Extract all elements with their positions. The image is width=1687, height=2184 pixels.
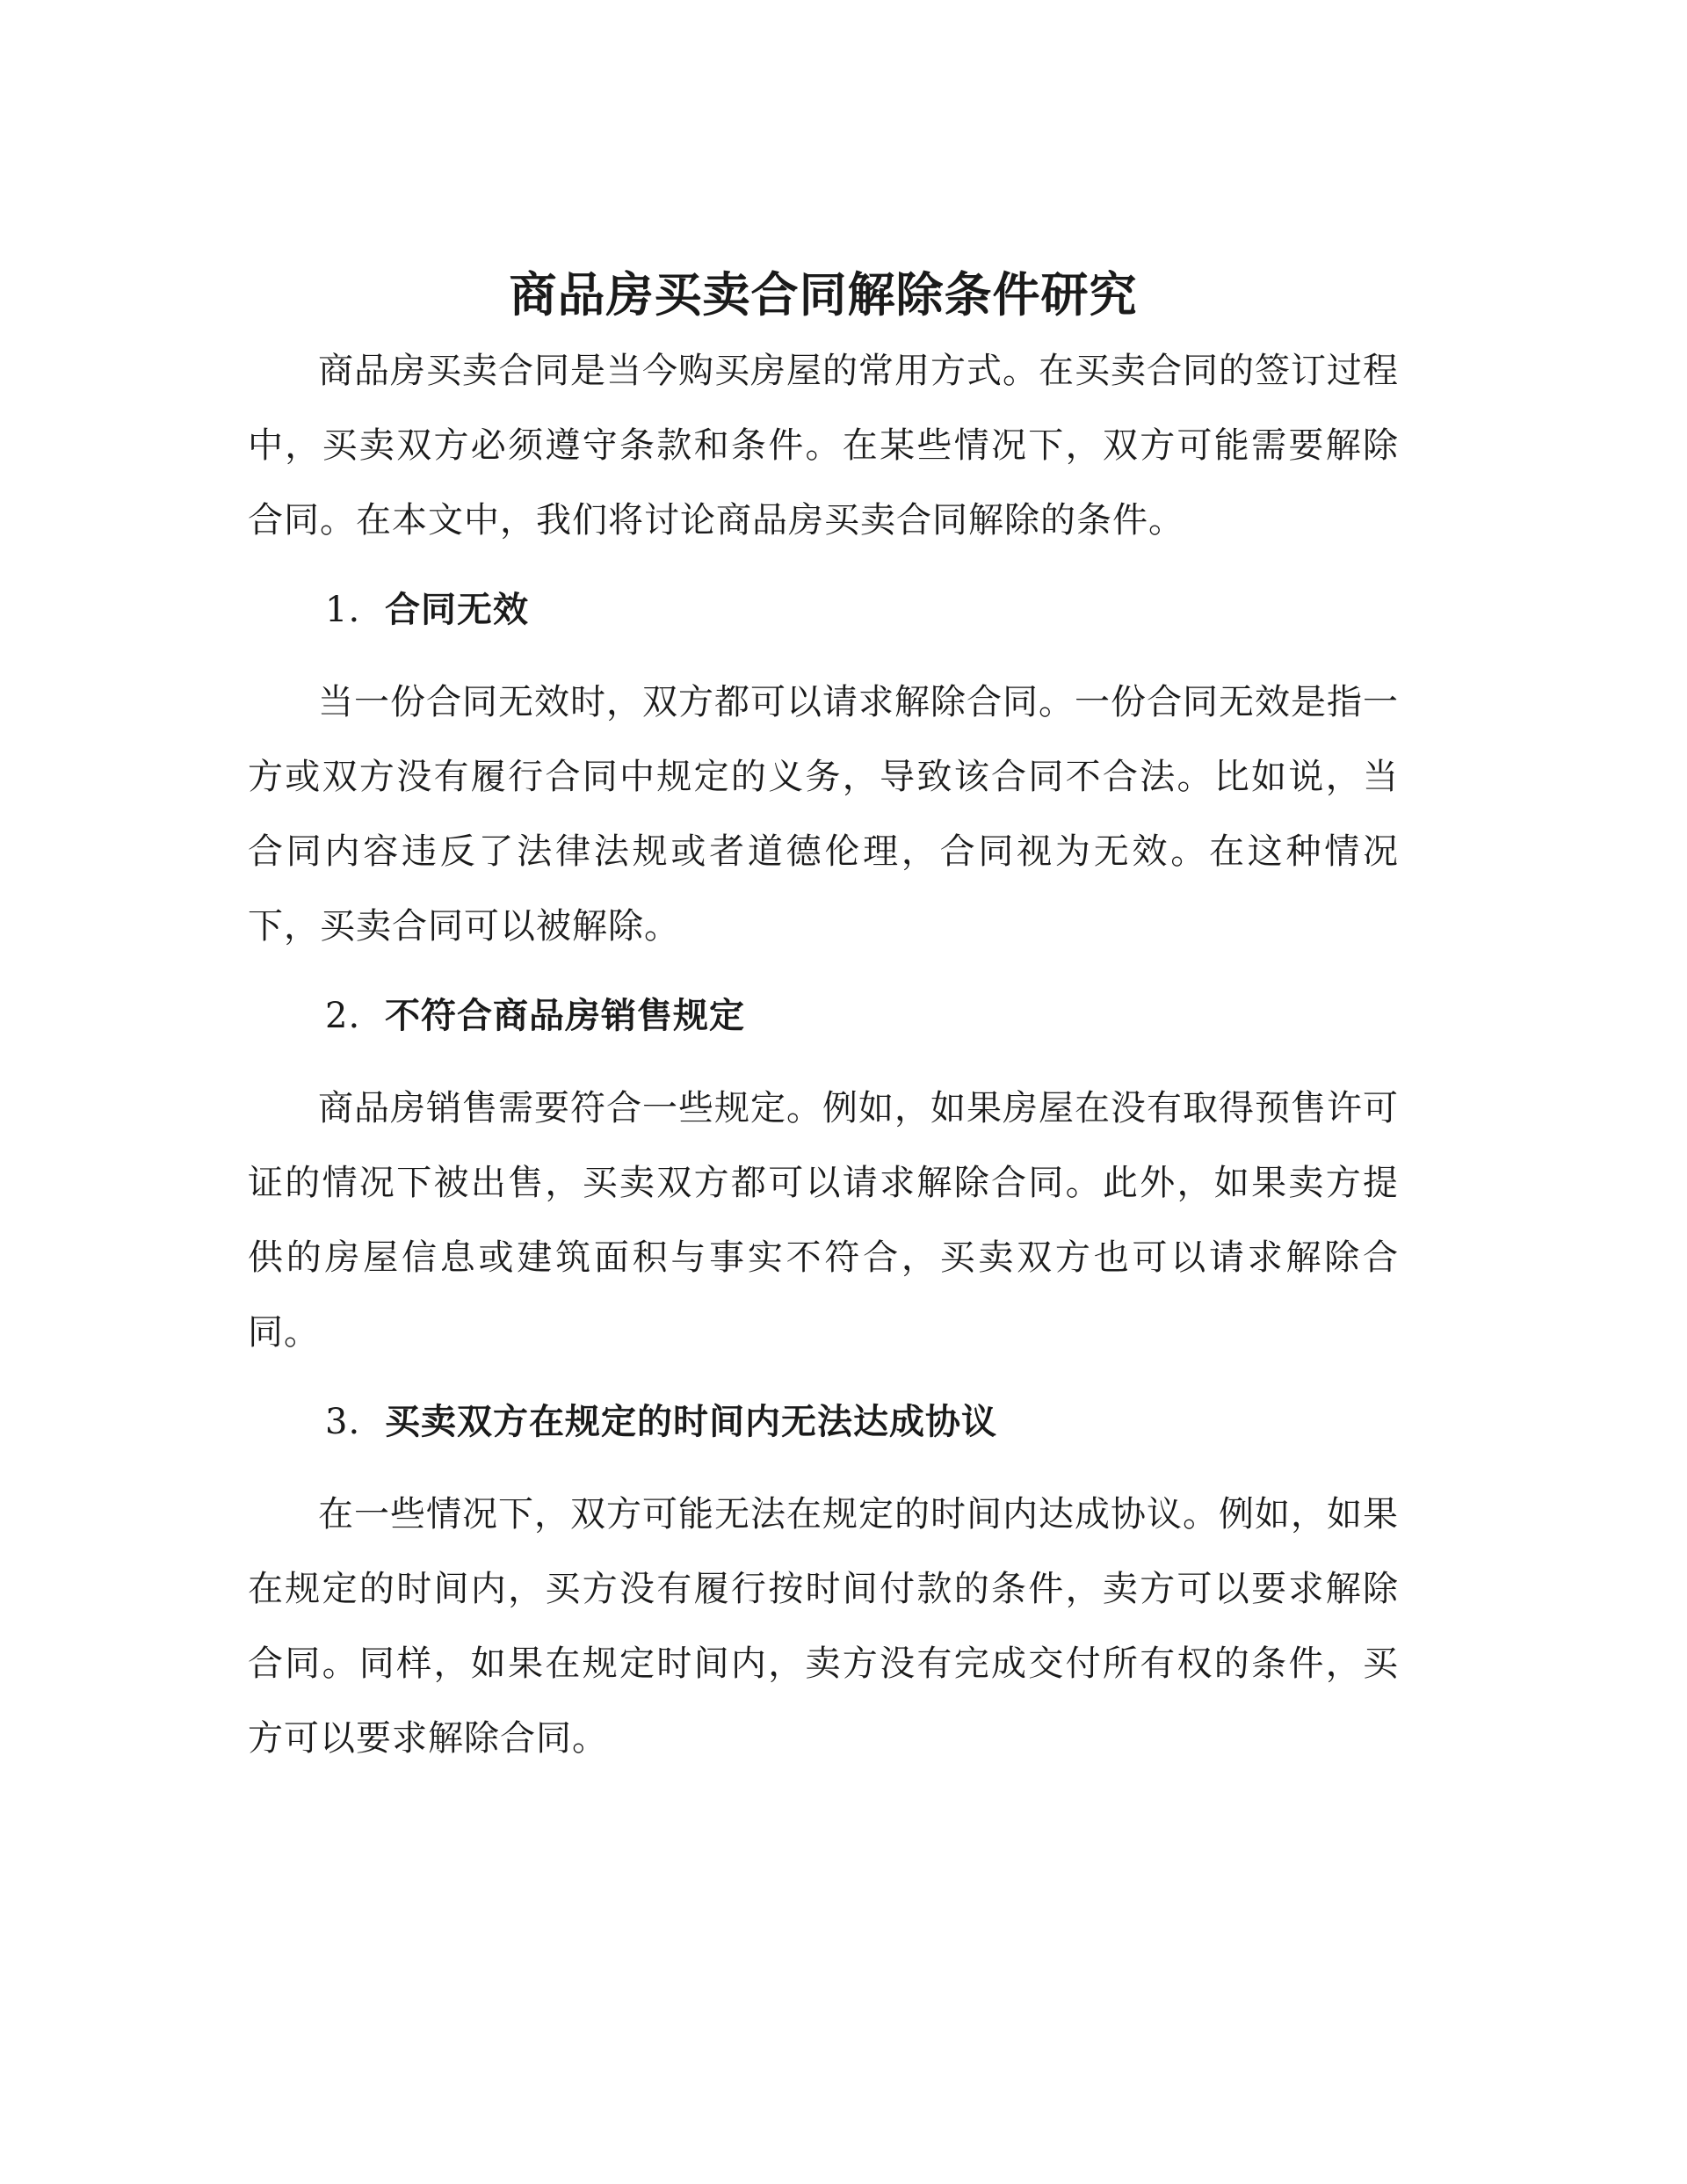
section-2-body: 商品房销售需要符合一些规定。例如，如果房屋在没有取得预售许可证的情况下被出售，买卖双方都可以请求解除合同。此外，如果卖方提供的房屋信息或建筑面积与事实不符合，买卖双方也可以请求解除合同。 bbox=[248, 1088, 1399, 1353]
section-2-title: 不符合商品房销售规定 bbox=[385, 995, 745, 1036]
intro-paragraph: 商品房买卖合同是当今购买房屋的常用方式。在买卖合同的签订过程中，买卖双方必须遵守条款和条件。在某些情况下，双方可能需要解除合同。在本文中，我们将讨论商品房买卖合同解除的条件。 bbox=[248, 351, 1399, 541]
section-1-title: 合同无效 bbox=[385, 589, 529, 630]
document-content bbox=[248, 255, 1399, 1776]
section-1-number: 1. bbox=[325, 590, 361, 630]
section-1-body: 当一份合同无效时，双方都可以请求解除合同。一份合同无效是指一方或双方没有履行合同中规定的义务，导致该合同不合法。比如说，当合同内容违反了法律法规或者道德伦理，合同视为无效。在这种情况下，买卖合同可以被解除。 bbox=[248, 682, 1399, 947]
section-3-title: 买卖双方在规定的时间内无法达成协议 bbox=[385, 1401, 997, 1442]
section-3-number: 3. bbox=[325, 1402, 361, 1442]
section-3-heading bbox=[248, 1384, 1399, 1460]
section-1-heading bbox=[248, 572, 1399, 648]
section-2-heading bbox=[248, 978, 1399, 1054]
section-3-body: 在一些情况下，双方可能无法在规定的时间内达成协议。例如，如果在规定的时间内，买方没有履行按时间付款的条件，卖方可以要求解除合同。同样，如果在规定时间内，卖方没有完成交付所有权的条件，买方可以要求解除合同。 bbox=[248, 1494, 1399, 1759]
document-title: 商品房买卖合同解除条件研究 bbox=[509, 266, 1138, 323]
section-2-number: 2. bbox=[325, 996, 361, 1036]
